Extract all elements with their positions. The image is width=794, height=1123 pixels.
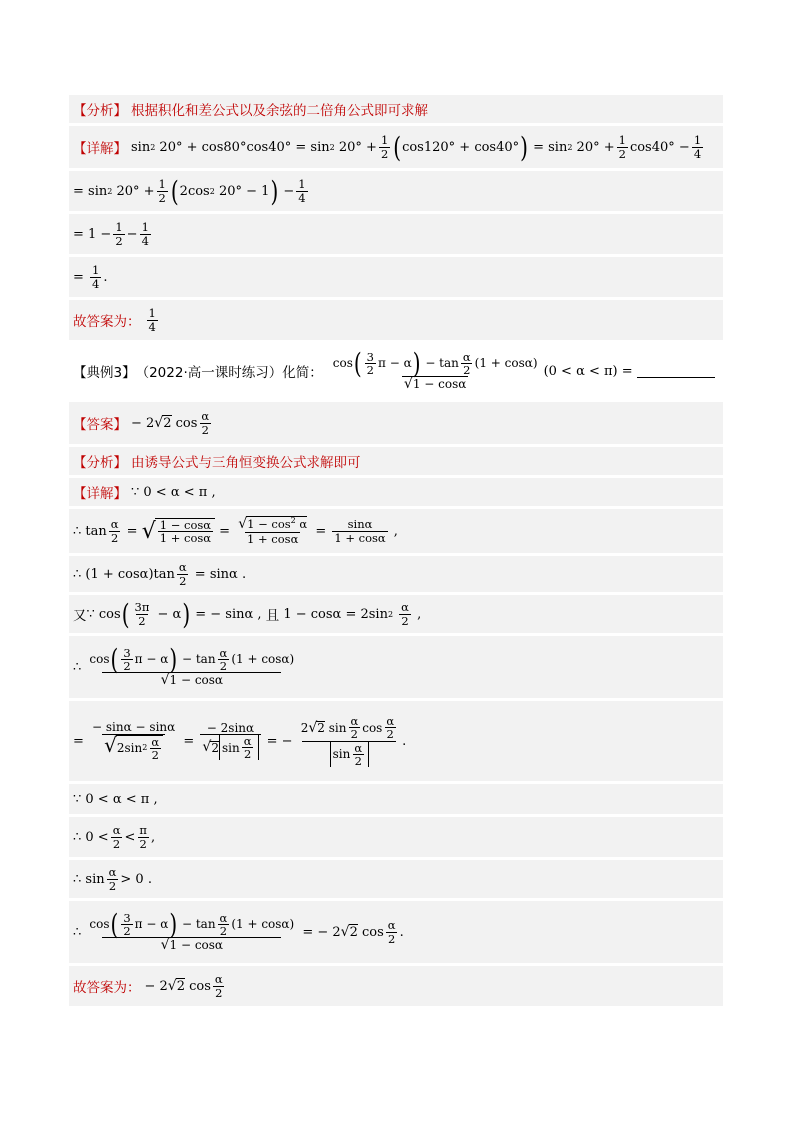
detail2-row-10 [69, 901, 723, 963]
detail2-line-6: = − sinα − sinα √2sin 2 $\frac{\alpha}{2}$ = − 2sinα √ 2 sin $\frac{\alpha}{2}$ = − 2 √ 2 sin $\frac{\alpha}{2}$ cos $\frac{\alpha}{2}$ sin $\frac{\alpha}{2}$ . [73, 714, 407, 768]
detail-row-4 [69, 257, 723, 297]
detail2-row-9 [69, 860, 723, 898]
analysis-text-2: 由诱导公式与三角恒变换公式求解即可 [131, 455, 361, 471]
detail2-row-4 [69, 595, 723, 633]
detail2-line-4: 又 ∵ cos ( $\frac{3\pi}{2}$ − α ) = − sinα , 且 1 − cosα = 2sin 2 $\frac{\alpha}{2}$ , [73, 597, 422, 631]
analysis-row-1 [69, 95, 723, 123]
answer-value-1: $\frac{1}{4}$ [148, 306, 156, 334]
detail2-row-8 [69, 817, 723, 857]
answer-line-tag: 【答案】 [73, 417, 127, 433]
answer-row-2 [69, 966, 723, 1006]
formula-line-3: = 1 − $\frac{1}{2}$ − $\frac{1}{4}$ [73, 220, 149, 248]
example-3-row [69, 342, 729, 400]
detail-row-2 [69, 171, 723, 211]
answer-line-value: − 2 √ 2 cos $\frac{\alpha}{2}$ [131, 409, 210, 437]
answer-blank [637, 365, 715, 378]
detail2-row-7 [69, 784, 723, 814]
answer-value-2: − 2 √ 2 cos $\frac{\alpha}{2}$ [144, 972, 223, 1000]
analysis-row-2 [69, 447, 723, 475]
analysis-tag: 【分析】 [73, 103, 127, 119]
answer-line-row [69, 402, 723, 444]
detail2-line-8: ∴ 0 < $\frac{\alpha}{2}$ < $\frac{\pi}{2}$ , [73, 823, 156, 851]
answer-row-1 [69, 300, 723, 340]
formula-line-1: sin 2 20° + cos80°cos40° = sin 2 20° + $\frac{1}{2}$ ( cos120° + cos40° ) = sin 2 20° + $\frac{1}{2}$ cos40° − $\frac{1}{4}$ [131, 130, 702, 164]
detail2-row-6 [69, 701, 723, 781]
detail2-line-1: ∵ 0 < α < π , [131, 484, 216, 500]
analysis-text: 根据积化和差公式以及余弦的二倍角公式即可求解 [131, 103, 428, 119]
detail2-line-9: ∴ sin $\frac{\alpha}{2}$ > 0 . [73, 865, 152, 893]
example-tag: 【典例3】 [73, 365, 136, 381]
detail-tag-2: 【详解】 [73, 486, 127, 502]
example-condition: (0 < α < π) = [543, 363, 633, 379]
answer-tag-2: 故答案为： [73, 980, 141, 996]
detail2-line-2: ∴ tan $\frac{\alpha}{2}$ = √ $\frac{1 - \cos\alpha}{1 + \cos\alpha}$ = $\frac{√1 - \cos^2 \alpha}{1 + \cos\alpha}$ = $\frac{\sin\alpha}{1 + \cos\alpha}$ , [73, 516, 398, 546]
detail-row-1 [69, 126, 723, 168]
detail-tag: 【详解】 [73, 141, 127, 157]
detail2-line-10: ∴ cos ( $\frac{3}{2}$ π − α ) − tan $\frac{\alpha}{2}$ (1 + cosα) √1 − cosα = − 2 √ 2 cos $\frac{\alpha}{2}$ . [73, 907, 404, 953]
formula-line-4: = $\frac{1}{4}$ . [73, 263, 108, 291]
example-expression: cos ( $\frac{3}{2}$ π − α ) − tan $\frac{\alpha}{2}$ (1 + cosα) √1 − cosα [332, 346, 538, 392]
detail2-row-5 [69, 636, 723, 698]
detail2-line-3: ∴ (1 + cosα)tan $\frac{\alpha}{2}$ = sinα . [73, 560, 247, 588]
detail2-row-1 [69, 478, 723, 506]
example-source: （2022·高一课时练习）化简： [135, 365, 323, 381]
analysis-tag-2: 【分析】 [73, 455, 127, 471]
detail2-line-5: ∴ cos ( $\frac{3}{2}$ π − α ) − tan $\frac{\alpha}{2}$ (1 + cosα) √1 − cosα [73, 642, 295, 688]
detail2-row-3 [69, 556, 723, 592]
formula-line-2: = sin 2 20° + $\frac{1}{2}$ ( 2cos 2 20° − 1 ) − $\frac{1}{4}$ [73, 174, 306, 208]
answer-tag: 故答案为： [73, 314, 141, 330]
detail2-row-2 [69, 509, 723, 553]
detail2-line-7: ∵ 0 < α < π , [73, 791, 158, 807]
detail-row-3 [69, 214, 723, 254]
